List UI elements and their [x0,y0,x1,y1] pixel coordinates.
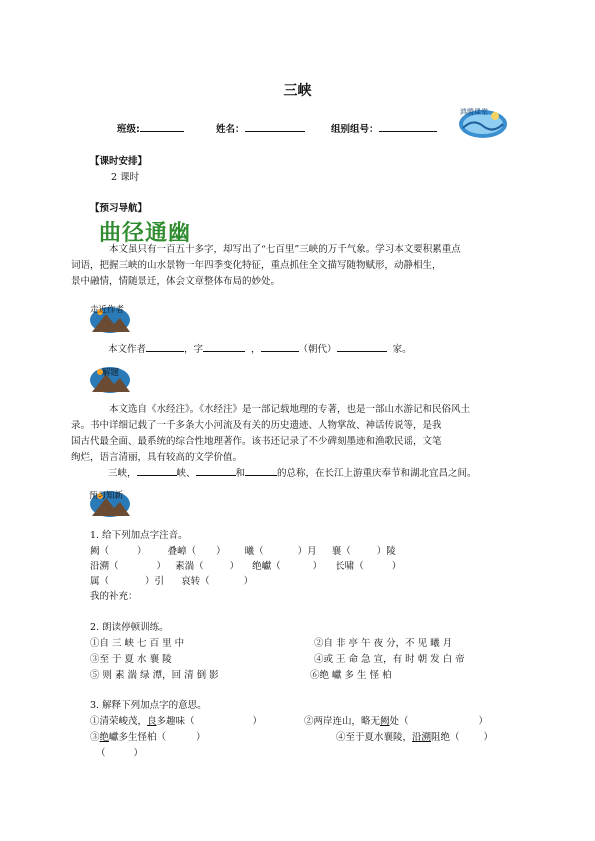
q2-item: ③至 于 夏 水 襄 陵 [90,654,172,665]
q1-text: 长啸（ [335,561,364,572]
group-label: 组别组号： [331,124,379,135]
q3-item-5 [96,745,143,759]
logo-text: 鸿腾课堂 [460,108,488,116]
explain-paragraph [71,402,508,466]
q3-text: ④至于夏水襄陵， [336,732,413,743]
q3-item-2 [304,713,488,727]
explain-line-5 [108,465,477,479]
q3-text: ） [478,716,489,727]
q1-text: 哀转（ [181,576,210,587]
name-label: 姓名： [216,124,245,135]
q3-text: ③ [90,732,100,743]
explain-line-3: 国古代最全面、最系统的综合性地理著作。该书还记录了不少碑刻墨迹和渔歌民谣，文笔 [71,436,442,447]
q2-item: ②自 非 亭 午 夜 分，不 见 曦 月 [314,638,453,649]
page-title: 三峡 [283,83,312,99]
author-text-b: ，字 [184,344,204,355]
explain-text-d: 的总称，在长江上游重庆奉节和湖北宜昌之间。 [277,468,477,479]
q1-row [90,573,253,587]
gorge-blank-1[interactable] [137,465,177,476]
author-line [108,341,412,355]
q3-key-char: 阙 [380,716,390,727]
q1-text: 叠嶂（ [167,546,197,557]
author-blank-name[interactable] [146,341,184,352]
q3-key-char: 沿溯 [412,732,432,743]
explain-text-a: 三峡， [108,468,137,479]
author-text-d: （朝代） [298,344,337,355]
q3-text: （ [96,748,106,759]
q3-item-1 [90,713,262,727]
q3-text: ） [483,732,494,743]
preview-paragraph [71,242,508,290]
author-blank-courtesy[interactable] [203,341,245,352]
q3-text: 阻绝（ [431,732,460,743]
author-icon-label: 走近作者 [90,305,125,315]
preview-heading: 【预习导航】 [90,203,148,214]
q3-item-4 [336,729,493,743]
q3-item-3 [90,729,206,743]
author-text-c: ， [251,344,261,355]
group-blank[interactable] [379,121,437,132]
knowledge-icon-label: 预习知新 [89,491,124,501]
q3-text: 处（ [389,716,409,727]
preview-line-1: 本文虽只有一百五十多字，却写出了“七百里”三峡的万千气象。学习本文要积累重点 [109,244,461,255]
q1-text: ）陵 [376,546,396,557]
q1-text: 属（ [90,576,110,587]
q3-text: ） [252,716,263,727]
q3-text: ②两岸连山，略无 [304,716,381,727]
author-blank-role[interactable] [337,341,387,352]
preview-line-2: 词语，把握三峡的山水景物一年四季变化特征，重点抓住全文描写随物赋形，动静相生， [71,260,442,271]
group-field [331,121,437,135]
preview-banner: 曲径通幽 [99,221,192,246]
q3-text: ） [133,748,144,759]
q1-row [90,558,401,572]
explain-line-4: 绚烂，语言清丽，具有较高的文学价值。 [71,452,243,463]
explain-line-2: 录。书中详细记载了一千多条大小河流及有关的历史遗迹、人物掌故、神话传说等，是我 [71,420,442,431]
gorge-blank-2[interactable] [196,465,236,476]
q3-text: ①清荣峻茂， [90,716,148,727]
preview-line-3: 景中融情，情随景迁，体会文章整体布局的妙处。 [71,276,281,287]
q2-item: ①自 三 峡 七 百 里 中 [90,638,185,649]
q2-title: 2. 朗读停顿训练。 [90,622,169,633]
q3-text: 多趣味（ [156,716,195,727]
explain-text-c: 和 [235,468,246,479]
q3-text: ） [196,732,206,743]
q1-text: 曦（ [244,546,264,557]
q3-key-char: 绝 [99,732,110,743]
q1-text: ） [312,561,323,572]
q1-text: 素湍（ [175,561,204,572]
name-blank[interactable] [245,121,305,132]
schedule-heading: 【课时安排】 [90,156,148,167]
q3-title: 3. 解释下列加点字的意思。 [90,700,207,711]
author-text-a: 本文作者 [108,344,147,355]
q1-text: ）月 [297,546,317,557]
gorge-blank-3[interactable] [245,465,277,476]
author-blank-dynasty[interactable] [261,341,299,352]
q1-text: ） [391,561,402,572]
q1-text: ） [156,561,167,572]
q2-item: ④或 王 命 急 宣，有 时 朝 发 白 帝 [314,654,465,665]
class-blank[interactable] [140,121,184,132]
explain-text-b: 峡、 [176,468,196,479]
class-label: 班级: [117,124,140,135]
q3-key-char: 良 [147,716,157,727]
q1-supplement: 我的补充： [90,591,138,602]
q1-text: 襄（ [331,546,351,557]
schedule-value: 2 课时 [111,172,140,183]
q1-text: ） [243,576,254,587]
q1-text: 绝巘（ [252,561,281,572]
q1-title: 1. 给下列加点字注音。 [90,530,188,541]
q1-text: 阙（ [90,546,110,557]
q1-text: ） [216,546,226,557]
q1-text: ） [229,561,240,572]
name-field [216,121,305,135]
q2-item: ⑤ 则 素 湍 绿 潭，回 清 倒 影 [90,670,219,681]
q2-item: ⑥绝 巘 多 生 怪 柏 [310,670,392,681]
q3-text: 巘多生怪柏（ [109,732,167,743]
q1-text: ） [137,546,147,557]
q1-row [90,543,396,557]
author-text-e: 家。 [392,344,412,355]
explain-line-1: 本文选自《水经注》。《水经注》是一部记载地理的专著，也是一部山水游记和民俗风土 [109,404,471,415]
explain-icon-label: 解题 [102,368,120,378]
q1-text: 沿溯（ [90,561,119,572]
q1-text: ）引 [145,576,165,587]
class-field [117,121,184,135]
